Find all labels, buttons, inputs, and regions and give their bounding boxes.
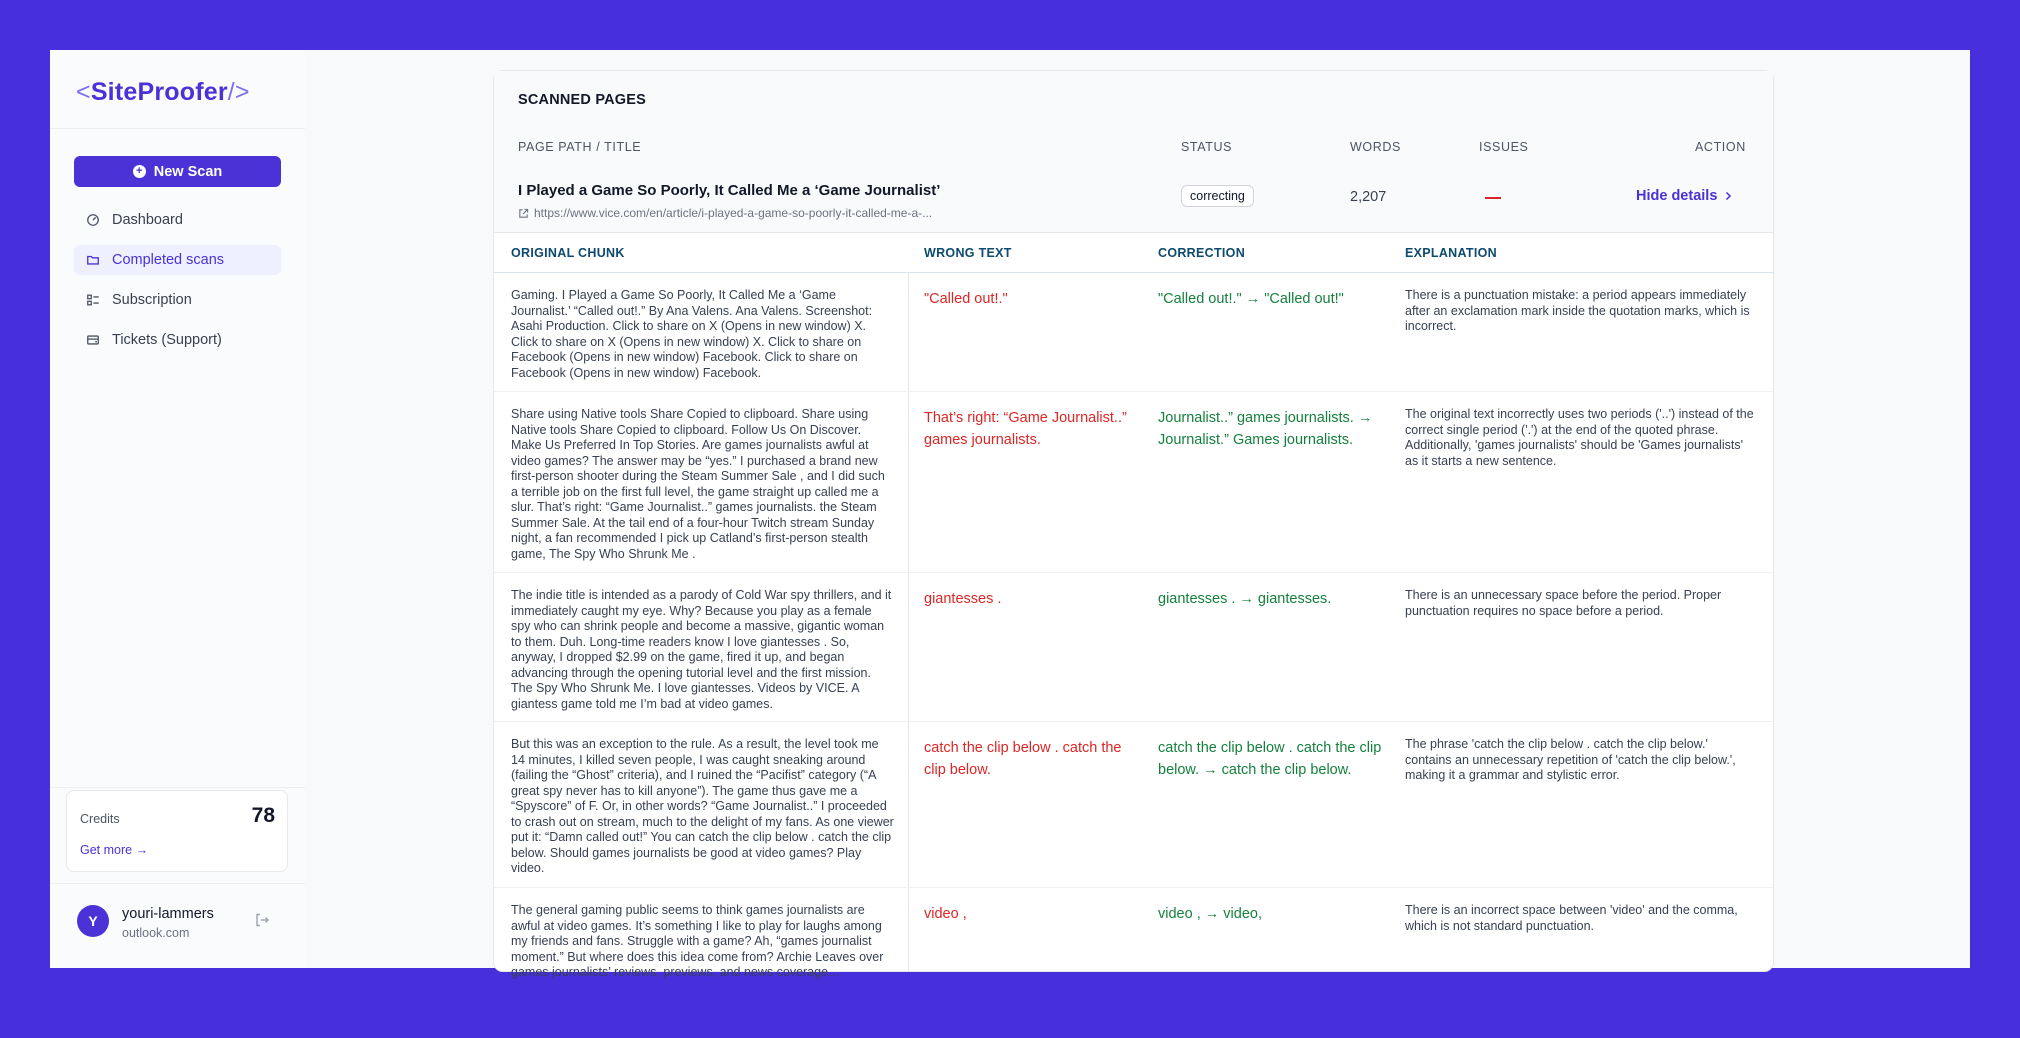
correction-text: "Called out!." → "Called out!" <box>1158 291 1344 307</box>
avatar[interactable]: Y <box>77 905 109 937</box>
original-chunk: Gaming. I Played a Game So Poorly, It Called Me a ‘Game Journalist.’ “Called out!.” By Ana Valens. Ana Valens. Screenshot: Asahi Production. Click to share on X (Opens in new window) X. Click to share on X (Opens in new window) X. Click to share on Facebook (Opens in new window) Facebook. Click to share on Facebook (Opens in new window) Facebook. <box>511 288 873 380</box>
page-title[interactable]: I Played a Game So Poorly, It Called Me a ‘Game Journalist’ <box>518 182 941 199</box>
main-content <box>305 50 1970 979</box>
table-header <box>494 126 1773 167</box>
card-header <box>494 71 1773 127</box>
explanation-text: There is an unnecessary space before the period. Proper punctuation requires no space before a period. <box>1405 588 1722 618</box>
wrong-text: "Called out!." <box>924 291 1008 307</box>
explanation-text: The phrase 'catch the clip below . catch the clip below.' contains an unnecessary repetition of 'catch the clip below.', making it a grammar and stylistic error. <box>1405 737 1736 782</box>
user-name: youri-lammers <box>122 906 214 922</box>
original-chunk: The indie title is intended as a parody of Cold War spy thrillers, and it immediately caught my eye. Why? Because you play as a female spy who can shrink people and become a massive, gigantic woman to them. Duh. Long-time readers know I love giantesses . So, anyway, I dropped $2.99 on the game, fired it up, and began advancing through the opening tutorial level and the first mission. The Spy Who Shrunk Me. I love giantesses. Videos by VICE. A giantess game told me I’m bad at video games. <box>511 588 892 711</box>
wrong-text: video , <box>924 906 967 922</box>
ticket-icon <box>86 333 100 347</box>
col-header-issues: ISSUES <box>1479 140 1529 154</box>
logo[interactable]: <SiteProofer/> <box>76 78 250 106</box>
hide-details-label: Hide details <box>1636 188 1718 204</box>
wrong-text: That’s right: “Game Journalist..” games journalists. <box>924 410 1127 448</box>
user-email: outlook.com <box>122 926 190 940</box>
logout-icon[interactable] <box>254 912 270 928</box>
issues-indicator <box>1485 197 1501 199</box>
col-header-status: STATUS <box>1181 140 1233 154</box>
original-chunk: But this was an exception to the rule. As a result, the level took me 14 minutes, I killed seven people, I was caught sneaking around (failing the “Ghost” criteria), and I ruined the “Pacifist” category (“A great spy never has to kill anyone”). The game thus gave me a “Spyscore” of F. Or, in other words? “Game Journalist..” I proceeded to crash out on stream, much to the delight of my fans. As one viewer put it: “Damn called out!” You can catch the clip below . catch the clip below. Should games journalists be good at video games? Play video. <box>511 737 894 875</box>
table-row <box>494 273 1773 392</box>
sidebar-item-subscription[interactable] <box>74 285 281 315</box>
sidebar-item-label: Completed scans <box>112 252 225 268</box>
divider <box>50 883 305 884</box>
explanation-text: The original text incorrectly uses two periods ('..') instead of the correct single period ('.') at the end of the quoted phrase. Additionally, 'games journalists' should be 'Games journalists' as it starts a new sentence. <box>1405 407 1754 468</box>
correction-text: catch the clip below . catch the clip below. → catch the clip below. <box>1158 740 1382 778</box>
details-panel <box>494 232 1773 979</box>
col-header-path: PAGE PATH / TITLE <box>518 140 642 154</box>
page-url-text: https://www.vice.com/en/article/i-played-a-game-so-poorly-it-called-me-a-... <box>534 206 933 220</box>
divider <box>50 128 305 129</box>
details-header <box>494 232 1773 273</box>
credits-label: Credits <box>80 812 120 826</box>
table-row <box>494 166 1773 233</box>
sidebar <box>50 50 306 968</box>
list-icon <box>86 293 100 307</box>
get-more-link[interactable]: Get more → <box>80 843 149 857</box>
folder-icon <box>86 253 100 267</box>
hide-details-button[interactable] <box>1636 188 1733 204</box>
wrong-text: giantesses . <box>924 591 1002 607</box>
col-header-chunk: ORIGINAL CHUNK <box>511 246 625 260</box>
chevron-right-icon <box>1723 191 1733 201</box>
wrong-text: catch the clip below . catch the clip below. <box>924 740 1122 778</box>
correction-text: giantesses . → giantesses. <box>1158 591 1332 607</box>
explanation-text: There is an incorrect space between 'video' and the comma, which is not standard punctuation. <box>1405 903 1738 933</box>
table-row <box>494 888 1773 1038</box>
explanation-text: There is a punctuation mistake: a period appears immediately after an exclamation mark inside the quotation marks, which is incorrect. <box>1405 288 1750 333</box>
status-badge: correcting <box>1181 185 1254 207</box>
divider <box>50 787 305 788</box>
table-row <box>494 722 1773 888</box>
sidebar-item-label: Dashboard <box>112 212 183 228</box>
col-header-wrong: WRONG TEXT <box>924 246 1012 260</box>
col-header-action: ACTION <box>1695 140 1746 154</box>
dashboard-icon <box>86 213 100 227</box>
original-chunk: The general gaming public seems to think games journalists are awful at video games. It’s something I like to play for laughs among my friends and fans. Struggle with a game? Ah, “games journalist moment.” But where does this idea come from? Archie Leaves over games journalists’ reviews, previews, and news coverage… <box>511 903 884 979</box>
new-scan-label: New Scan <box>153 163 223 180</box>
plus-circle-icon: + <box>133 165 146 178</box>
credits-card <box>66 790 288 872</box>
sidebar-item-completed-scans[interactable] <box>74 245 281 275</box>
correction-text: Journalist..” games journalists. → Journalist.” Games journalists. <box>1158 410 1373 448</box>
credits-value: 78 <box>251 804 275 827</box>
card-title: SCANNED PAGES <box>518 92 647 108</box>
table-row <box>494 392 1773 573</box>
table-row <box>494 573 1773 722</box>
app-window <box>50 50 1970 979</box>
external-link-icon <box>518 208 529 219</box>
sidebar-item-dashboard[interactable] <box>74 205 281 235</box>
original-chunk: Share using Native tools Share Copied to clipboard. Share using Native tools Share Copied to clipboard. Follow Us On Discover. Make Us Preferred In Top Stories. Are games journalists awful at video games? The answer may be “yes.” I purchased a brand new first-person shooter during the Steam Summer Sale , and I did such a terrible job on the first full level, the game straight up called me a slur. That’s right: “Game Journalist..” games journalists. the Steam Summer Sale. At the tail end of a four-hour Twitch stream Sunday night, a fan recommended I pick up Catland’s first-person stealth game, The Spy Who Shrunk Me . <box>511 407 885 561</box>
sidebar-nav <box>74 205 281 365</box>
correction-text: video , → video, <box>1158 906 1262 922</box>
sidebar-item-tickets[interactable] <box>74 325 281 355</box>
scanned-pages-card <box>493 70 1774 979</box>
sidebar-item-label: Tickets (Support) <box>112 332 222 348</box>
col-header-explanation: EXPLANATION <box>1405 246 1497 260</box>
new-scan-button[interactable] <box>74 156 281 187</box>
col-header-words: WORDS <box>1350 140 1401 154</box>
col-header-correction: CORRECTION <box>1158 246 1246 260</box>
page-url[interactable] <box>518 206 932 220</box>
sidebar-item-label: Subscription <box>112 292 192 308</box>
word-count: 2,207 <box>1350 189 1387 205</box>
user-profile <box>77 905 287 945</box>
